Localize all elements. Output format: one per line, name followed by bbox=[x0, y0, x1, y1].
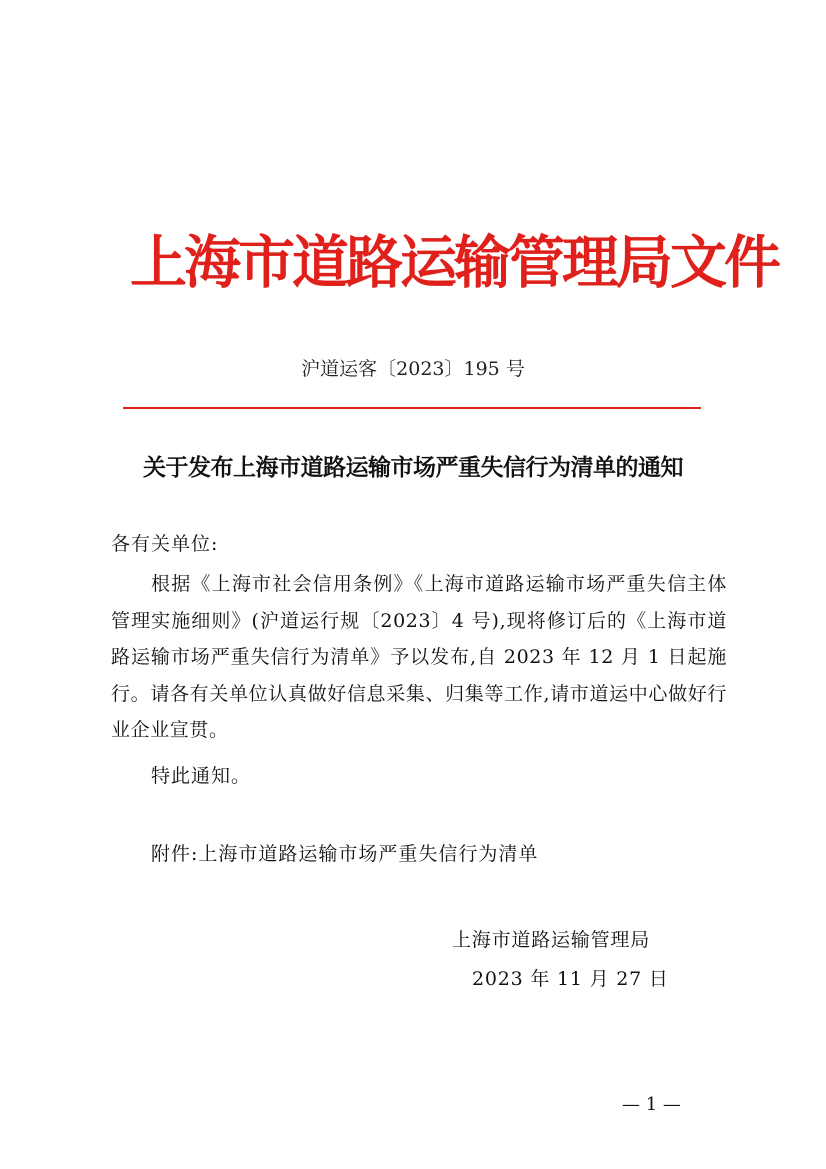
notice-title: 关于发布上海市道路运输市场严重失信行为清单的通知 bbox=[143, 454, 683, 481]
document-number: 沪道运客〔2023〕195 号 bbox=[301, 358, 525, 380]
issue-date: 2023 年 11 月 27 日 bbox=[472, 968, 669, 990]
page-number: — 1 — bbox=[622, 1094, 681, 1115]
issuing-authority: 上海市道路运输管理局 bbox=[452, 929, 651, 951]
closing-remark: 特此通知。 bbox=[151, 765, 252, 787]
red-divider-line bbox=[123, 407, 701, 409]
attachment-line: 附件:上海市道路运输市场严重失信行为清单 bbox=[151, 843, 539, 865]
body-paragraph: 根据《上海市社会信用条例》《上海市道路运输市场严重失信主体管理实施细则》(沪道运行规〔2023〕4 号),现将修订后的《上海市道路运输市场严重失信行为清单》予以发布,自 2023 年 12 月 1 日起施行。请各有关单位认真做好信息采集、归集等工作,请市道运中心做好行业企业宣贯。 bbox=[111, 573, 727, 741]
masthead-title: 上海市道路运输管理局文件 bbox=[130, 229, 778, 296]
addressee: 各有关单位: bbox=[111, 533, 219, 555]
